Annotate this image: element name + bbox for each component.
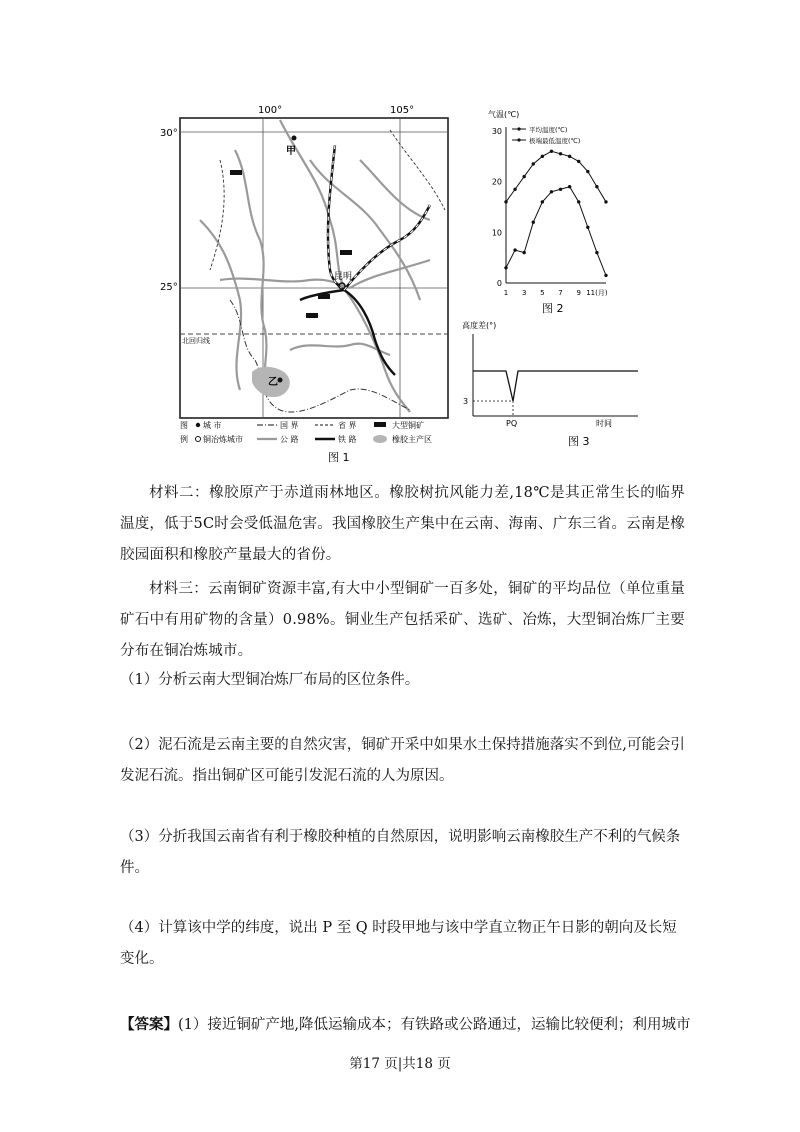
fig2-point <box>604 200 607 203</box>
map-legend <box>180 420 432 444</box>
fig2-point <box>522 251 525 254</box>
railways <box>300 145 430 375</box>
fig3-x-title: 时间 <box>596 419 612 428</box>
copper-mine-2 <box>340 250 352 255</box>
legend-provincial-border: 省 界 <box>338 421 357 430</box>
fig2-x-tick-label: 5 <box>540 289 545 297</box>
question-1: （1）分析云南大型铜冶炼厂布局的区位条件。 <box>120 672 420 688</box>
question-2: （2）泥石流是云南主要的自然灾害，铜矿开采中如果水土保持措施落实不到位,可能会引发泥石流。指出铜矿区可能引发泥石流的人为原因。 <box>120 737 685 784</box>
fig2-y-tick-label: 10 <box>491 228 502 238</box>
fig2-point <box>522 175 525 178</box>
fig2-point <box>550 150 553 153</box>
place-yi: 乙 <box>268 377 278 388</box>
question-3: （3）分折我国云南省有利于橡胶种植的自然原因，说明影响云南橡胶生产不利的气候条件。 <box>120 829 681 876</box>
legend-city: 城 市 <box>203 421 222 430</box>
city-jia <box>292 136 297 141</box>
fig2-y-ticks <box>492 127 502 288</box>
material-three: 材料三：云南铜矿资源丰富,有大中小型铜矿一百多处，铜矿的平均品位（单位重量矿石中有用矿物的含量）0.98%。铜业生产包括采矿、选矿、冶炼，大型铜冶炼厂主要分布在铜冶炼城市。 <box>120 581 685 659</box>
svg-text:图: 图 <box>180 421 188 430</box>
highways <box>200 120 430 412</box>
legend-copper-mine: 大型铜矿 <box>392 421 424 430</box>
figure3-caption: 图 3 <box>568 435 590 448</box>
figure2-caption: 图 2 <box>542 302 564 315</box>
legend-national-border: 国 界 <box>280 421 299 430</box>
fig2-x-ticks <box>504 289 608 297</box>
fig2-legend-min: 极端最低温度(℃) <box>529 137 581 145</box>
city-yi <box>278 378 283 383</box>
lat-label-30: 30° <box>160 128 178 139</box>
fig2-point <box>604 274 607 277</box>
fig2-x-tick-label: 7 <box>558 289 563 297</box>
fig2-y-tick-label: 30 <box>491 127 502 136</box>
fig3-y-title: 高度差(°) <box>462 321 497 330</box>
lon-label-105: 105° <box>390 105 415 116</box>
fig2-series-line-0 <box>506 151 606 202</box>
fig2-point <box>532 162 535 165</box>
copper-mine-3 <box>318 294 330 299</box>
fig2-point <box>595 185 598 188</box>
fig2-point <box>559 188 562 191</box>
copper-mine-1 <box>230 170 242 175</box>
fig3-curve <box>473 371 638 401</box>
fig2-x-tick-label: 11(月) <box>586 289 608 297</box>
fig2-y-tick-label: 0 <box>496 279 502 288</box>
place-jia: 甲 <box>286 146 296 157</box>
fig2-x-tick-label: 3 <box>521 289 527 297</box>
fig2-point <box>586 170 589 173</box>
fig2-point <box>577 200 580 203</box>
map-frame <box>180 118 448 418</box>
fig2-point <box>513 188 516 191</box>
fig2-point <box>595 251 598 254</box>
fig2-series-line-1 <box>506 187 606 276</box>
legend-rubber-area: 橡胶主产区 <box>392 435 432 444</box>
fig2-series <box>504 150 607 278</box>
tropic-label: 北回归线 <box>182 337 210 345</box>
svg-text:例: 例 <box>180 435 188 444</box>
fig2-point <box>504 266 507 269</box>
answer-text: (1）接近铜矿产地,降低运输成本；有铁路或公路通过，运输比较便利；利用城市 <box>178 1017 691 1033</box>
place-kunming: 昆明 <box>334 272 353 282</box>
fig2-point <box>550 190 553 193</box>
fig3-x-mark: PQ <box>506 419 518 428</box>
fig2-x-tick-label: 1 <box>503 289 509 297</box>
fig2-point <box>586 226 589 229</box>
page-footer: 第17 页|共18 页 <box>349 1056 451 1072</box>
fig2-point <box>504 200 507 203</box>
fig2-y-title: 气温(℃) <box>488 110 520 119</box>
fig2-y-tick-label: 20 <box>491 177 502 187</box>
fig2-point <box>513 248 516 251</box>
fig2-point <box>568 155 571 158</box>
fig2-point <box>577 160 580 163</box>
material-two: 材料二：橡胶原产于赤道雨林地区。橡胶树抗风能力差,18℃是其正常生长的临界温度，低于5C时会受低温危害。我国橡胶生产集中在云南、海南、广东三省。云南是橡胶园面积和橡胶产量最大的省份。 <box>120 485 685 563</box>
legend-highway: 公 路 <box>280 435 299 444</box>
fig3-y-tick: 3 <box>463 397 469 406</box>
figure3-chart <box>458 318 643 453</box>
lon-label-100: 100° <box>258 105 283 116</box>
question-4: （4）计算该中学的纬度，说出 P 至 Q 时段甲地与该中学直立物正午日影的朝向及长短变化。 <box>120 920 677 967</box>
fig2-point <box>568 185 571 188</box>
fig2-point <box>532 221 535 224</box>
lat-label-25: 25° <box>160 282 178 293</box>
figure1-caption: 图 1 <box>328 451 350 464</box>
fig2-legend <box>512 125 580 145</box>
copper-mine-4 <box>306 313 318 318</box>
fig2-point <box>559 152 562 155</box>
legend-smelter-city: 铜冶炼城市 <box>203 435 243 444</box>
figure1-map <box>160 100 460 465</box>
figure2-chart <box>480 105 615 320</box>
fig2-legend-avg: 平均温度(℃) <box>529 126 568 134</box>
fig2-x-tick-label: 9 <box>576 289 581 297</box>
fig2-point <box>541 155 544 158</box>
fig2-point <box>541 200 544 203</box>
answer-block <box>120 1012 700 1038</box>
legend-railway: 铁 路 <box>338 435 357 444</box>
answer-label: 【答案】 <box>120 1016 178 1033</box>
national-border <box>230 300 410 412</box>
